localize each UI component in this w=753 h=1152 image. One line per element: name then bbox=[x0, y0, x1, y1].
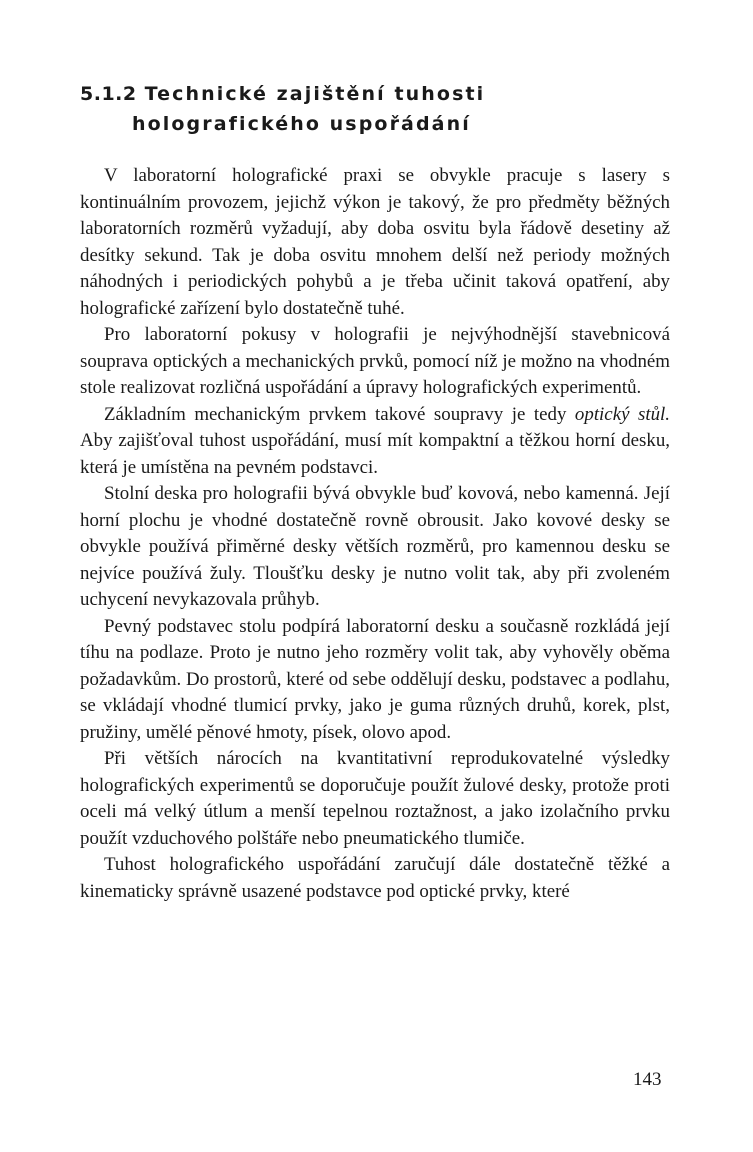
page-number: 143 bbox=[633, 1069, 662, 1090]
body-text bbox=[80, 163, 670, 905]
section-number: 5.1.2 bbox=[80, 83, 137, 105]
paragraph: Pevný podstavec stolu podpírá laboratorní desku a současně rozkládá její tíhu na podlaze. Proto je nutno jeho rozměry volit tak, aby vyhověly oběma požadavkům. Do prostorů, které od sebe oddělují desku, podstavec a podlahu, se vkládají vhodné tlumicí prvky, jako je guma různých druhů, korek, plst, pružiny, umělé pěnové hmoty, písek, olovo apod. bbox=[80, 615, 670, 743]
paragraph: V laboratorní holografické praxi se obvykle pracuje s lasery s kontinuálním provozem, jejichž výkon je takový, že pro předměty běžných laboratorních rozměrů vyžadují, aby doba osvitu byla řádově desetiny až desítky sekund. Tak je doba osvitu mnohem delší než periody možných náhodných i periodických pohybů a je třeba učinit taková opatření, aby holografické zařízení bylo dostatečně tuhé. bbox=[80, 165, 670, 319]
paragraph: Pro laboratorní pokusy v holografii je nejvýhodnější stavebnicová souprava optických a mechanických prvků, pomocí níž je možno na vhodném stole realizovat rozličná uspořádání a úpravy holografických experimentů. bbox=[80, 324, 670, 398]
paragraph-text: Aby zajišťoval tuhost uspořádání, musí mít kompaktní a těžkou horní desku, která je umístěna na pevném podstavci. bbox=[80, 430, 670, 478]
paragraph: Tuhost holografického uspořádání zaručují dále dostatečně těžké a kinematicky správně usazené podstavce pod optické prvky, které bbox=[80, 854, 670, 902]
section-title-line-2: holografického uspořádání bbox=[132, 113, 471, 135]
section-heading bbox=[80, 79, 680, 139]
paragraph-text: Základním mechanickým prvkem takové soupravy je tedy bbox=[104, 403, 575, 425]
paragraph: Stolní deska pro holografii bývá obvykle buď kovová, nebo kamenná. Její horní plochu je vhodné dostatečně rovně obrousit. Jako kovové desky se obvykle používá přiměrné desky větších rozměrů, pro kamennou desku se nejvíce používá žuly. Tloušťku desky je nutno volit tak, aby při zvoleném uchycení nevykazovala průhyb. bbox=[80, 483, 670, 610]
emphasized-term: optický stůl. bbox=[574, 403, 671, 425]
paragraph bbox=[80, 402, 670, 482]
paragraph: Při větších nárocích na kvantitativní reprodukovatelné výsledky holografických experimentů se doporučuje použít žulové desky, protože proti oceli má velký útlum a menší tepelnou roztažnost, a jako izolačního prvku použít vzduchového polštáře nebo pneumatického tlumiče. bbox=[80, 748, 670, 849]
section-title-line-1: Technické zajištění tuhosti bbox=[144, 83, 486, 105]
